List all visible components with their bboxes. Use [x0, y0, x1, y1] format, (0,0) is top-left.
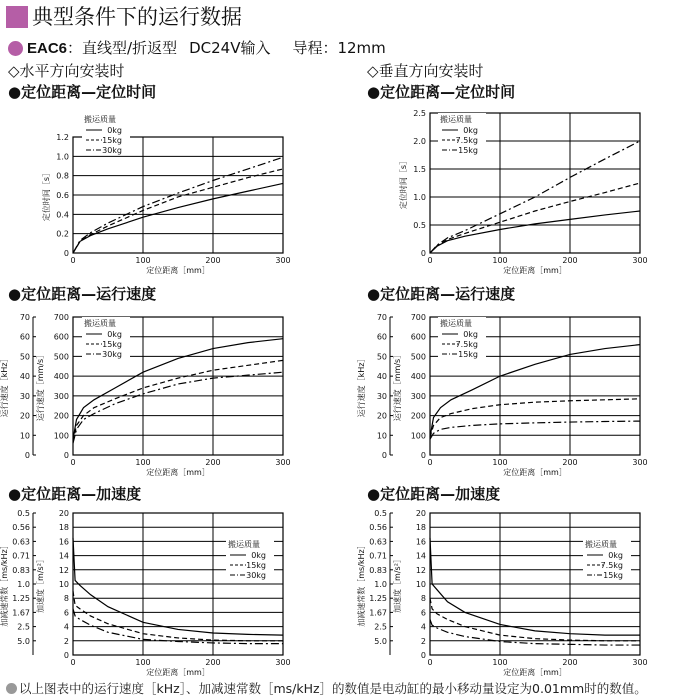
legend	[438, 317, 486, 359]
secondary-y-tick-label: 40	[19, 372, 30, 382]
title-v-accel: ●定位距离—加速度	[367, 485, 501, 503]
secondary-y-tick-label: 1.25	[12, 594, 30, 604]
x-axis-label: 定位距离［mm］	[503, 468, 567, 477]
secondary-y-tick-label: 0.71	[12, 551, 30, 561]
legend-label: 15kg	[246, 561, 266, 570]
chart-horizontal-accel	[0, 509, 291, 677]
orientation-vertical: ◇垂直方向安装时	[367, 62, 484, 80]
secondary-y-tick-label: 0	[381, 451, 387, 460]
x-tick-label: 0	[70, 458, 76, 467]
legend-label: 15kg	[458, 146, 478, 155]
y-tick-label: 100	[410, 431, 426, 441]
x-tick-label: 0	[427, 458, 433, 467]
y-tick-label: 0	[420, 451, 426, 460]
legend-title: 搬运质量	[84, 115, 116, 124]
y-tick-label: 0	[420, 651, 426, 660]
secondary-y-tick-label: 2.5	[374, 622, 387, 632]
footnote-bullet	[6, 683, 17, 694]
secondary-y-tick-label: 30	[19, 391, 30, 401]
y-tick-label: 16	[58, 537, 69, 547]
secondary-y-tick-label: 0.83	[369, 565, 387, 575]
y-tick-label: 8	[420, 594, 426, 604]
legend	[583, 538, 631, 580]
y-tick-label: 12	[58, 565, 69, 575]
x-tick-label: 100	[135, 458, 151, 467]
secondary-y-tick-label: 1.25	[369, 594, 387, 604]
legend	[438, 113, 486, 155]
legend-label: 7.5kg	[455, 136, 478, 145]
y-tick-label: 16	[415, 537, 426, 547]
x-tick-label: 100	[492, 658, 508, 667]
secondary-y-tick-label: 10	[19, 431, 30, 441]
series-line-15kg	[73, 169, 283, 253]
y-tick-label: 100	[53, 431, 69, 441]
y-tick-label: 10	[58, 580, 69, 589]
x-tick-label: 300	[632, 256, 648, 265]
y-tick-label: 1.0	[413, 193, 426, 202]
y-tick-label: 18	[58, 523, 69, 533]
x-tick-label: 0	[427, 658, 433, 667]
secondary-y-tick-label: 1.0	[374, 580, 387, 589]
y-tick-label: 0	[63, 651, 69, 660]
secondary-y-tick-label: 0.56	[12, 523, 30, 533]
y-tick-label: 20	[58, 509, 69, 518]
y-tick-label: 200	[53, 411, 69, 421]
legend-label: 15kg	[102, 136, 122, 145]
model-name: EAC6	[27, 40, 68, 57]
legend-label: 15kg	[603, 571, 623, 580]
x-tick-label: 0	[70, 256, 76, 265]
secondary-y-tick-label: 30	[376, 391, 387, 401]
x-tick-label: 300	[632, 658, 648, 667]
x-tick-label: 200	[205, 658, 221, 667]
x-axis-label: 定位距离［mm］	[503, 668, 567, 677]
y-tick-label: 500	[410, 352, 426, 362]
title-h-accel: ●定位距离—加速度	[8, 485, 142, 503]
y-tick-label: 8	[63, 594, 69, 604]
y-tick-label: 20	[415, 509, 426, 518]
legend-label: 15kg	[102, 340, 122, 349]
secondary-y-tick-label: 1.67	[369, 608, 387, 618]
secondary-y-tick-label: 1.0	[17, 580, 30, 589]
x-tick-label: 0	[70, 658, 76, 667]
x-axis-label: 定位距离［mm］	[146, 668, 210, 677]
legend	[226, 538, 274, 580]
y-tick-label: 400	[410, 372, 426, 382]
y-axis-label: 加速度［m/s²］	[393, 555, 402, 613]
x-tick-label: 200	[562, 658, 578, 667]
title-v-speed: ●定位距离—运行速度	[367, 285, 516, 303]
y-tick-label: 2	[420, 636, 426, 646]
secondary-y-tick-label: 50	[19, 352, 30, 362]
secondary-y-tick-label: 5.0	[374, 636, 387, 646]
legend-label: 0kg	[463, 330, 478, 339]
secondary-y-tick-label: 0	[24, 451, 30, 460]
secondary-y-tick-label: 60	[376, 332, 387, 342]
x-tick-label: 300	[275, 256, 291, 265]
y-tick-label: 2.5	[413, 109, 426, 118]
x-tick-label: 300	[275, 658, 291, 667]
secondary-y-tick-label: 0.5	[374, 509, 387, 518]
x-tick-label: 200	[562, 256, 578, 265]
secondary-y-tick-label: 1.67	[12, 608, 30, 618]
footnote-text: 以上图表中的运行速度［kHz］、加减速常数［ms/kHz］的数值是电动缸的最小移动量设定为0.01mm时的数值。	[19, 681, 647, 696]
secondary-y-axis-label: 加减速常数［ms/kHz］	[0, 541, 9, 627]
y-tick-label: 10	[415, 580, 426, 589]
y-tick-label: 12	[415, 565, 426, 575]
chart-vertical-accel	[356, 509, 648, 677]
y-axis-label: 定位时间［s］	[42, 168, 51, 222]
page-title: 典型条件下的运行数据	[32, 5, 242, 29]
x-tick-label: 100	[492, 256, 508, 265]
secondary-y-tick-label: 0.83	[12, 565, 30, 575]
y-tick-label: 0.4	[56, 210, 69, 220]
legend-label: 0kg	[463, 126, 478, 135]
title-v-time: ●定位距离—定位时间	[367, 83, 516, 101]
secondary-y-tick-label: 50	[376, 352, 387, 362]
y-tick-label: 0.8	[56, 171, 69, 181]
y-tick-label: 1.0	[56, 152, 69, 162]
y-tick-label: 400	[53, 372, 69, 382]
secondary-y-tick-label: 20	[376, 411, 387, 421]
y-tick-label: 18	[415, 523, 426, 533]
legend-label: 7.5kg	[455, 340, 478, 349]
x-axis-label: 定位距离［mm］	[503, 266, 567, 275]
legend-title: 搬运质量	[84, 319, 116, 328]
x-tick-label: 100	[492, 458, 508, 467]
secondary-y-tick-label: 60	[19, 332, 30, 342]
legend-label: 0kg	[107, 126, 122, 135]
y-tick-label: 0.5	[413, 221, 426, 230]
title-h-time: ●定位距离—定位时间	[8, 83, 157, 101]
y-tick-label: 500	[53, 352, 69, 362]
chart-horizontal-time	[41, 113, 291, 275]
y-tick-label: 0	[63, 451, 69, 460]
x-tick-label: 0	[427, 256, 433, 265]
y-tick-label: 14	[58, 551, 69, 561]
orientation-horizontal: ◇水平方向安装时	[8, 62, 125, 80]
y-tick-label: 200	[410, 411, 426, 421]
y-axis-label: 加速度［m/s²］	[36, 555, 45, 613]
y-tick-label: 600	[410, 332, 426, 342]
legend-label: 15kg	[458, 350, 478, 359]
series-line-7.5kg	[430, 399, 640, 437]
spec-lead: 导程：12mm	[292, 39, 386, 57]
legend-label: 0kg	[251, 551, 266, 560]
secondary-y-tick-label: 0.63	[12, 537, 30, 547]
x-axis-label: 定位距离［mm］	[146, 266, 210, 275]
y-tick-label: 6	[420, 608, 426, 618]
y-tick-label: 14	[415, 551, 426, 561]
title-h-speed: ●定位距离—运行速度	[8, 285, 157, 303]
y-tick-label: 1.2	[56, 133, 69, 142]
secondary-y-tick-label: 0.5	[17, 509, 30, 518]
x-tick-label: 300	[275, 458, 291, 467]
y-tick-label: 700	[53, 313, 69, 322]
secondary-y-tick-label: 70	[19, 313, 30, 322]
legend-title: 搬运质量	[228, 540, 260, 549]
series-line-7.5kg	[430, 598, 640, 641]
y-tick-label: 300	[53, 391, 69, 401]
spec-type: ：直线型/折返型	[67, 39, 178, 57]
y-tick-label: 1.5	[413, 165, 426, 174]
secondary-y-tick-label: 5.0	[17, 636, 30, 646]
legend-label: 30kg	[246, 571, 266, 580]
legend-label: 30kg	[102, 146, 122, 155]
x-axis-label: 定位距离［mm］	[146, 468, 210, 477]
legend-label: 0kg	[608, 551, 623, 560]
secondary-y-axis-label: 运行速度［kHz］	[357, 354, 366, 418]
y-tick-label: 4	[63, 622, 69, 632]
secondary-y-tick-label: 10	[376, 431, 387, 441]
chart-vertical-speed	[356, 313, 648, 477]
y-tick-label: 0	[63, 249, 69, 258]
y-tick-label: 2.0	[413, 137, 426, 146]
y-tick-label: 0.6	[56, 191, 69, 200]
y-tick-label: 600	[53, 332, 69, 342]
series-line-15kg	[73, 360, 283, 441]
y-tick-label: 0	[420, 249, 426, 258]
secondary-y-tick-label: 0.56	[369, 523, 387, 533]
y-tick-label: 2	[63, 636, 69, 646]
series-line-15kg	[430, 421, 640, 439]
legend-title: 搬运质量	[585, 540, 617, 549]
y-tick-label: 6	[63, 608, 69, 618]
chart-horizontal-speed	[0, 313, 291, 477]
x-tick-label: 100	[135, 658, 151, 667]
y-axis-label: 运行速度［mm/s］	[393, 350, 402, 422]
series-line-7.5kg	[430, 183, 640, 253]
legend-title: 搬运质量	[440, 319, 472, 328]
series-line-0kg	[73, 183, 283, 253]
legend-label: 7.5kg	[600, 561, 623, 570]
secondary-y-tick-label: 70	[376, 313, 387, 322]
secondary-y-tick-label: 0.63	[369, 537, 387, 547]
series-line-30kg	[73, 372, 283, 443]
chart-vertical-time	[398, 109, 648, 275]
footnote	[6, 680, 647, 698]
secondary-y-axis-label: 运行速度［kHz］	[0, 354, 9, 418]
secondary-y-tick-label: 40	[376, 372, 387, 382]
x-tick-label: 200	[205, 256, 221, 265]
secondary-y-tick-label: 20	[19, 411, 30, 421]
legend-title: 搬运质量	[440, 115, 472, 124]
legend-label: 0kg	[107, 330, 122, 339]
secondary-y-axis-label: 加减速常数［ms/kHz］	[357, 541, 366, 627]
x-tick-label: 200	[562, 458, 578, 467]
legend	[82, 113, 130, 155]
y-tick-label: 4	[420, 622, 426, 632]
y-tick-label: 0.2	[56, 229, 69, 239]
spec-voltage: DC24V输入	[189, 39, 271, 57]
y-axis-label: 定位时间［s］	[399, 156, 408, 210]
legend-label: 30kg	[102, 350, 122, 359]
y-axis-label: 运行速度［mm/s］	[36, 350, 45, 422]
x-tick-label: 300	[632, 458, 648, 467]
y-tick-label: 700	[410, 313, 426, 322]
secondary-y-tick-label: 0.71	[369, 551, 387, 561]
legend	[82, 317, 130, 359]
x-tick-label: 100	[135, 256, 151, 265]
x-tick-label: 200	[205, 458, 221, 467]
secondary-y-tick-label: 2.5	[17, 622, 30, 632]
series-line-30kg	[73, 157, 283, 253]
y-tick-label: 300	[410, 391, 426, 401]
